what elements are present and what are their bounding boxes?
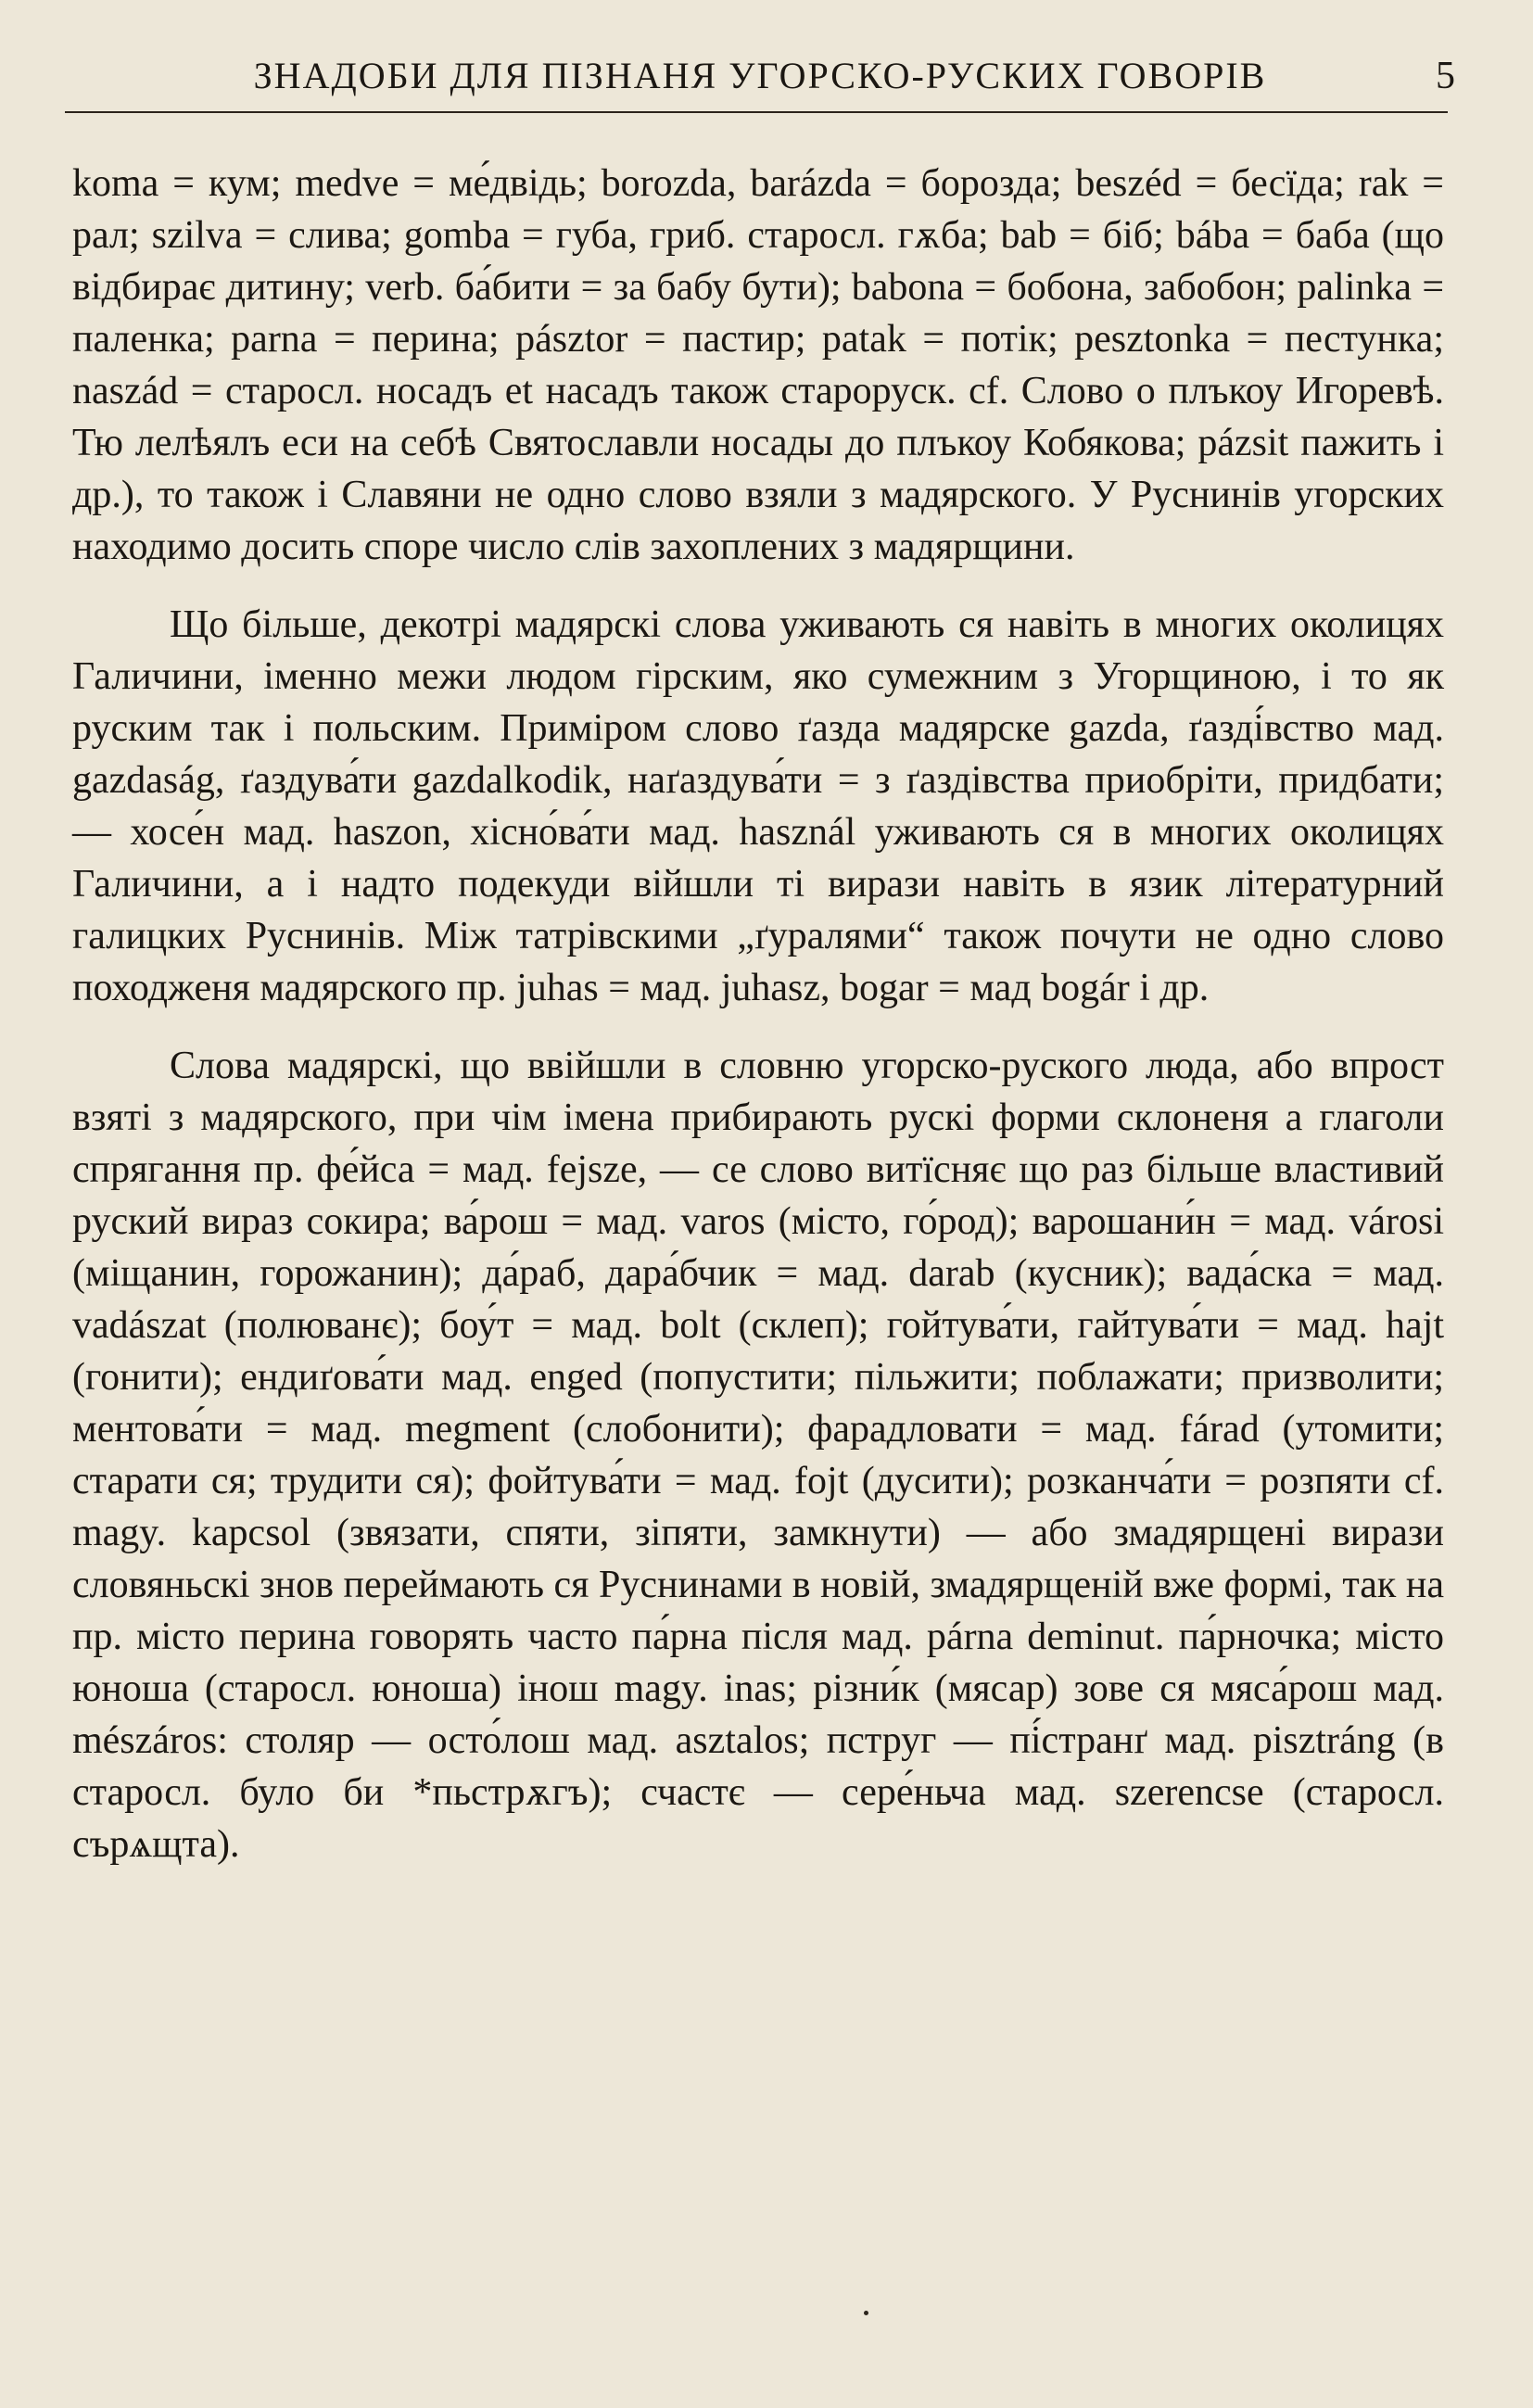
page-header [65,54,1455,109]
page-number: 5 [1436,55,1455,97]
header-rule [65,111,1448,113]
paragraph-2: Що більше, декотрі мадярскі слова уживають ся навіть в многих околицях Галичини, іменно межи людом гірским, яко сумежним з Угорщиною, і то як руским так і польским. Приміром слово ґазда мадярске gazda, ґазді́вство мад. gazdaság, ґаздува́ти gazdalkodik, наґаздува́ти = з ґаздівства приобріти, придбати; — хосе́н мад. haszon, хісно́ва́ти мад. használ уживають ся в многих околицях Галичини, а і надто подекуди війшли ті вирази навіть в язик літературний галицких Руснинів. Між татрівскими „ґуралями“ також почути не одно слово походженя мадярского пр. juhas = мад. juhasz, bogar = мад bogár і др. [72,603,1444,1009]
body-text [72,158,1444,1896]
paragraph-1: koma = кум; medve = ме́двідь; borozda, barázda = борозда; beszéd = бесїда; rak = рал; szilva = слива; gomba = губа, гриб. старосл. гѫба; bab = біб; bába = баба (що відбирає дитину; verb. ба́бити = за бабу бути); babona = бобона, забобон; palinka = паленка; parna = перина; pásztor = пастир; patak = потік; pesztonka = пестунка; naszád = старосл. носадъ et насадъ також староруск. cf. Слово о плъкоу Игоревѣ. Тю лелѣялъ еси на себѣ Святославли носады до плъкоу Кобякова; pázsit пажить і др.), то також і Славяни не одно слово взяли з мадярского. У Руснинів угорских находимо досить споре число слів захоплених з мадярщини. [72,162,1444,568]
paragraph-3: Слова мадярскі, що ввійшли в словню угорско-руского люда, або впрост взяті з мадярского, при чім імена прибирають рускі форми склоненя а глаголи спрягання пр. фе́йса = мад. fejsze, — се слово витїсняє що раз більше властивий руский вираз сокира; ва́рош = мад. varos (місто, го́род); варошани́н = мад. városi (міщанин, горожанин); да́раб, дара́бчик = мад. darab (кусник); вада́ска = мад. vadászat (полюванє); боу́т = мад. bolt (склеп); гойтува́ти, гайтува́ти = мад. hajt (гонити); ендиґова́ти мад. enged (попустити; пільжити; поблажати; призволити; ментова́ти = мад. megment (слобонити); фарадловати = мад. fárad (утомити; старати ся; трудити ся); фойтува́ти = мад. fojt (дусити); розканча́ти = розпяти cf. magy. kapcsol (звязати, спяти, зіпяти, замкнути) — або змадярщені вирази словяньскі знов переймають ся Руснинами в новій, змадярщеній вже формі, так на пр. місто перина говорять часто па́рна після мад. párna deminut. па́рночка; місто юноша (старосл. юноша) інош magy. inas; різни́к (мясар) зове ся мяса́рош мад. mészáros: столяр — осто́лош мад. asztalos; пструг — пі́странґ мад. pisztráng (в старосл. було би *пьстрѫгъ); счастє — сере́ньча мад. szerencse (старосл. сърѧщта). [72,1045,1444,1866]
ink-dot [864,2311,868,2315]
running-title: ЗНАДОБИ ДЛЯ ПІЗНАНЯ УГОРСКО-РУСКИХ ГОВОРІВ [253,55,1267,96]
